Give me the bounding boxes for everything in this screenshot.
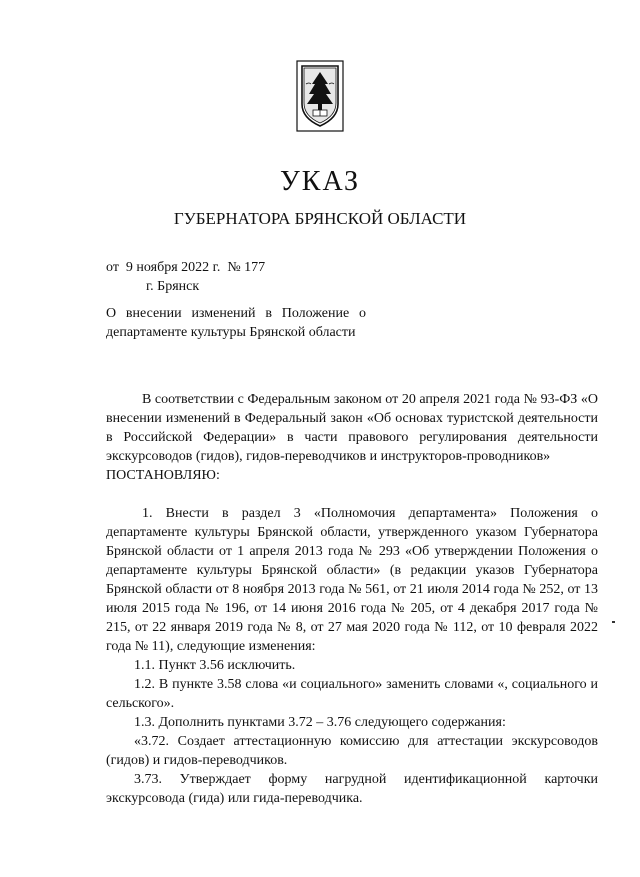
list-item: 3.73. Утверждает форму нагрудной идентификационной карточки экскурсовода (гида) или гида-переводчика.	[106, 772, 598, 806]
decree-word: ПОСТАНОВЛЯЮ:	[106, 468, 220, 483]
list-item: 1.1. Пункт 3.56 исключить.	[134, 658, 296, 673]
list-item: 1.2. В пункте 3.58 слова «и социального» заменить словами «, социального и сельского».	[106, 677, 598, 711]
list-item: 1. Внести в раздел 3 «Полномочия департамента» Положения о департаменте культуры Брянской области, утвержденного указом Губернатора Брянской области от 1 апреля 2013 года № 293 «Об утверждении Положения о департаменте культуры Брянской области» (в редакции указов Губернатора Брянской области от 8 ноября 2013 года № 561, от 21 июля 2014 года № 252, от 13 июля 2015 года № 196, от 14 июня 2016 года № 205, от 4 декабря 2017 года № 215, от 22 января 2019 года № 8, от 27 мая 2020 года № 112, от 10 февраля 2022 года № 11), следующие изменения:	[106, 506, 598, 654]
document-subject: О внесении изменений в Положение о департаменте культуры Брянской области	[106, 306, 366, 340]
list-item: «3.72. Создает аттестационную комиссию для аттестации экскурсоводов (гидов) и гидов-переводчиков.	[106, 734, 598, 768]
document-subtitle: ГУБЕРНАТОРА БРЯНСКОЙ ОБЛАСТИ	[173, 209, 467, 228]
coat-of-arms-icon	[296, 60, 344, 132]
city-line: г. Брянск	[146, 279, 200, 294]
scan-mark	[612, 621, 615, 623]
document-title: УКАЗ	[279, 166, 361, 197]
preamble-paragraph: В соответствии с Федеральным законом от 20 апреля 2021 года № 93-ФЗ «О внесении изменений в Федеральный закон «Об основах туристской деятельности в Российской Федерации» в части правового регулирования деятельности экскурсоводов (гидов), гидов-переводчиков и инструкторов-проводников»	[106, 392, 598, 464]
document-body	[106, 390, 598, 808]
list-item: 1.3. Дополнить пунктами 3.72 – 3.76 следующего содержания:	[134, 715, 506, 730]
date-number-line: от 9 ноября 2022 г. № 177	[106, 260, 266, 275]
document-meta	[106, 258, 265, 296]
